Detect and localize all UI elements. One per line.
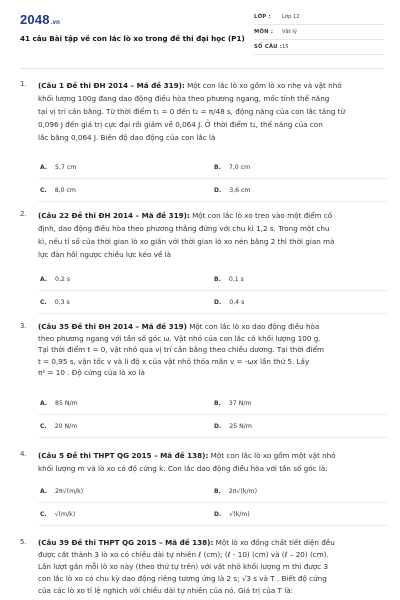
question-number: 5. — [20, 538, 27, 546]
option-label: A. — [40, 276, 48, 283]
option-text: 0,1 s — [228, 276, 244, 283]
question-line: π² = 10 . Độ cứng của lò xo là — [38, 368, 145, 377]
question-text — [38, 79, 390, 144]
logo-suffix: .vn — [50, 20, 61, 26]
option-text: 0,4 s — [229, 299, 245, 306]
option-a[interactable] — [40, 164, 76, 171]
option-row — [38, 183, 388, 202]
option-c[interactable] — [40, 423, 77, 430]
question-line: khối lượng 100g đang dao động điều hòa theo phương ngang, mốc tính thế năng — [38, 94, 330, 103]
option-b[interactable] — [214, 488, 257, 495]
options — [38, 396, 388, 442]
question-text — [38, 321, 390, 379]
option-text: 37 N/m — [228, 400, 252, 407]
option-a[interactable] — [40, 400, 78, 407]
option-label: A. — [40, 488, 48, 495]
question-text — [38, 537, 390, 597]
question-line: Một con lắc lò xo gồm lò xo nhẹ và vật nhỏ — [184, 81, 342, 90]
option-row — [38, 396, 388, 415]
document-title: 41 câu Bài tập về con lắc lò xo trong đề thi đại học (P1) — [20, 34, 245, 43]
option-label: A. — [40, 400, 48, 407]
meta-row-subject — [254, 27, 384, 40]
option-row — [38, 484, 388, 503]
option-row — [38, 295, 388, 314]
option-text: 25 N/m — [229, 423, 252, 430]
option-text: 2π√(m/k) — [55, 488, 84, 495]
question-line: lắc bằng 0,064 J. Biên độ dao động của con lắc là — [38, 133, 216, 142]
question-line: tại vị trí cân bằng. Từ thời điểm t₁ = 0 đến t₂ = π/48 s, động năng của con lắc tăng từ — [38, 107, 345, 116]
meta-value: Vật lý — [282, 29, 297, 35]
option-text: 2π√(k/m) — [228, 488, 257, 495]
options — [38, 272, 388, 318]
option-text: 7,0 cm — [228, 164, 251, 171]
option-label: D. — [214, 187, 222, 194]
option-label: D. — [214, 423, 222, 430]
question-number: 4. — [20, 450, 27, 458]
meta-key: MÔN : — [254, 29, 274, 35]
option-text: 3,6 cm — [229, 187, 251, 194]
meta-key: LỚP : — [254, 14, 272, 20]
option-label: C. — [40, 511, 47, 518]
question-line: con lắc lò xo có chu kỳ dao động riêng tương ứng là 2 s; √3 s và T . Biết độ cứng — [38, 574, 327, 583]
option-d[interactable] — [214, 423, 252, 430]
option-c[interactable] — [40, 511, 75, 518]
options — [38, 484, 388, 530]
options — [38, 160, 388, 206]
question-number: 3. — [20, 322, 27, 330]
option-text: √(m/k) — [54, 511, 76, 518]
question-source: (Câu 35 Đề thi ĐH 2014 – Mã đề 319) — [38, 322, 187, 331]
option-label: A. — [40, 164, 48, 171]
question-line: Tại thời điểm t = 0, vật nhỏ qua vị trí cân bằng theo chiều dương. Tại thời điểm — [38, 345, 325, 354]
question-source: (Câu 1 Đề thi ĐH 2014 – Mã đề 319): — [38, 81, 185, 90]
question-line: Một con lắc lò xo treo vào một điểm cố — [189, 211, 333, 220]
option-row — [38, 419, 388, 438]
option-text: 5,7 cm — [55, 164, 77, 171]
option-d[interactable] — [214, 511, 250, 518]
question-line: kì, nếu tỉ số của thời gian lò xo giãn với thời gian lò xo nén bằng 2 thì thời gian mà — [38, 237, 335, 246]
option-text: √(k/m) — [229, 511, 250, 518]
meta-value: 15 — [282, 44, 289, 50]
document-meta — [254, 12, 384, 57]
question-text — [38, 449, 390, 475]
question-line: được cắt thành 3 lò xo có chiều dài tự nhiên ℓ (cm); (ℓ - 10) (cm) và (ℓ – 20) (cm). — [38, 550, 329, 559]
option-label: D. — [214, 299, 222, 306]
meta-key: SỐ CÂU : — [254, 44, 283, 50]
option-label: B. — [214, 276, 221, 283]
divider — [20, 68, 384, 69]
question-source: (Câu 5 Đề thi THPT QG 2015 – Mã đề 138): — [38, 451, 209, 460]
question-line: của các lò xo tỉ lệ nghịch với chiều dài tự nhiên của nó. Giá trị của T là: — [38, 586, 294, 595]
question-source: (Câu 22 Đề thi ĐH 2014 – Mã đề 319): — [38, 211, 190, 220]
option-b[interactable] — [214, 164, 250, 171]
option-text: 20 N/m — [54, 423, 78, 430]
option-c[interactable] — [40, 187, 76, 194]
meta-row-count — [254, 42, 384, 55]
site-logo[interactable] — [20, 12, 60, 27]
option-d[interactable] — [214, 299, 244, 306]
meta-row-class — [254, 12, 384, 25]
option-row — [38, 507, 388, 526]
option-a[interactable] — [40, 276, 70, 283]
question-line: 0,096 J đến giá trị cực đại rồi giảm về 0,064 J. Ở thời điểm t₂, thế năng của con — [38, 120, 323, 129]
option-label: C. — [40, 423, 47, 430]
question-line: theo phương ngang với tần số góc ω. Vật nhỏ của con lắc có khối lượng 100 g. — [38, 333, 321, 343]
option-text: 85 N/m — [55, 400, 78, 407]
question-line: khối lượng m và lò xo có độ cứng k. Con lắc dao động điều hòa với tần số góc là: — [38, 464, 328, 473]
question-line: lực đàn hồi ngược chiều lực kéo về là — [38, 250, 172, 259]
question-line: Một con lắc lò xo dao động điều hòa — [186, 322, 320, 331]
question-number: 2. — [20, 210, 27, 218]
logo-text: 2048 — [20, 12, 50, 27]
option-text: 0,2 s — [55, 276, 71, 283]
option-label: D. — [214, 511, 222, 518]
question-source: (Câu 39 Đề thi THPT QG 2015 – Mã đề 138): — [38, 538, 214, 547]
option-label: B. — [214, 400, 221, 407]
question-line: t = 0,95 s, vận tốc v và li độ x của vật nhỏ thỏa mãn v = -ωx lần thứ 5. Lấy — [38, 356, 310, 366]
option-row — [38, 272, 388, 291]
option-label: C. — [40, 187, 47, 194]
option-row — [38, 160, 388, 179]
option-b[interactable] — [214, 400, 251, 407]
option-label: B. — [214, 488, 221, 495]
option-label: B. — [214, 164, 221, 171]
question-line: Lần lượt gắn mỗi lò xo này (theo thứ tự trên) với vật nhỏ khối lượng m thì được 3 — [38, 562, 329, 571]
option-a[interactable] — [40, 488, 83, 495]
option-b[interactable] — [214, 276, 244, 283]
document-header — [0, 0, 400, 60]
option-label: C. — [40, 299, 47, 306]
option-d[interactable] — [214, 187, 251, 194]
question-line: Một con lắc lò xo gồm một vật nhỏ — [208, 451, 336, 460]
question-number: 1. — [20, 80, 27, 88]
meta-value: Lớp 12 — [282, 14, 300, 20]
option-text: 0,3 s — [54, 299, 70, 306]
option-text: 8,0 cm — [54, 187, 76, 194]
question-text — [38, 209, 390, 261]
question-line: Một lò xo đồng chất tiết diện đều — [213, 538, 335, 547]
question-line: định, dao động điều hòa theo phương thẳng đứng với chu kì 1,2 s. Trong một chu — [38, 224, 330, 233]
option-c[interactable] — [40, 299, 70, 306]
